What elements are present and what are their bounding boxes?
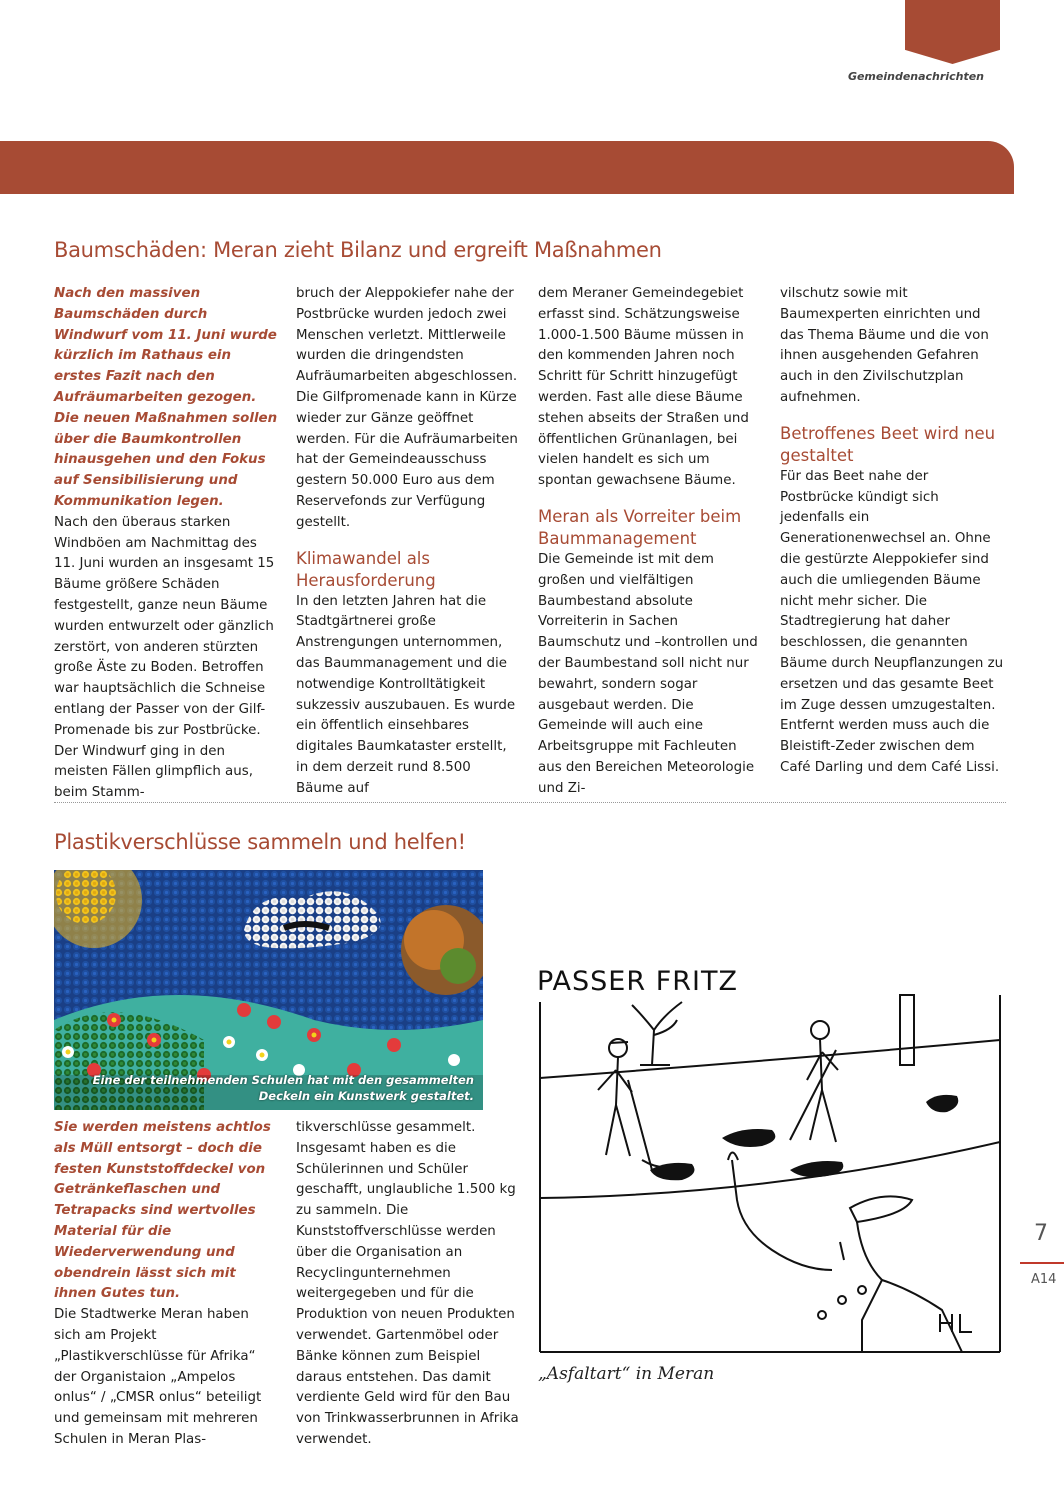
article1-col3-body2: Die Gemeinde ist mit dem großen und vielfältigen Baumbestand absolute Vorreiterin in Sachen Baumschutz und –kontrollen und der Baumbestand soll nicht nur bewahrt, sondern sogar ausgebaut werden. Die Gemeinde will auch eine Arbeitsgruppe mit Fachleuten aus den Bereichen Meteorologie und Zi- [538, 551, 758, 796]
page-number: 7 [1034, 1221, 1048, 1246]
cartoon-caption: „Asfaltart“ in Meran [538, 1364, 715, 1384]
header-band [0, 141, 1014, 194]
article1-column-3 [538, 284, 762, 800]
article1-column-4 [780, 284, 1004, 779]
passer-fritz-cartoon [532, 960, 1010, 1400]
article1-col2-body: bruch der Aleppokiefer nahe der Postbrücke wurden jedoch zwei Menschen verletzt. Mittlerweile wurden die dringendsten Aufräumarbeiten abgeschlossen. Die Gilfpromenade kann in Kürze wieder zur Gänze geöffnet werden. Für die Aufräumarbeiten hat der Gemeindeausschuss gestern 50.000 Euro aus dem Reservefonds zur Verfügung gestellt. [296, 286, 518, 530]
article1-col1-body: Nach den überaus starken Windböen am Nachmittag des 11. Juni wurden an insgesamt 15 Bäume größere Schäden festgestellt, ganze neun Bäume wurden entwurzelt oder gänzlich zerstört, von anderen stürzten große Äste zu Boden. Betroffen war hauptsächlich die Schneise entlang der Passer von der Gilf-Promenade bis zur Postbrücke. Der Windwurf ging in den meisten Fällen glimpflich aus, beim Stamm- [54, 514, 275, 801]
article1-column-1 [54, 284, 278, 804]
article-title-plastikverschluesse: Plastikverschlüsse sammeln und helfen! [54, 830, 466, 854]
section-label: Gemeindenachrichten [847, 70, 984, 83]
subheading-klimawandel: Klimawandel als Herausforderung [296, 548, 436, 590]
article2-lead: Sie werden meistens achtlos als Müll entsorgt – doch die festen Kunststoffdeckel von Getränkeflaschen und Tetrapacks sind wertvolles Material für die Wiederverwendung und obendrein lässt sich mit ihnen Gutes tun. [54, 1120, 271, 1302]
section-tab-marker [905, 0, 1000, 64]
article-divider [54, 802, 1006, 803]
article2-column-2 [296, 1118, 520, 1451]
article1-col4-body: vilschutz sowie mit Baumexperten einrichten und das Thema Bäume und die von ihnen ausgehenden Gefahren auch in den Zivilschutzplan aufnehmen. [780, 286, 989, 405]
article2-column-1 [54, 1118, 278, 1451]
article1-column-2 [296, 284, 520, 800]
article1-lead: Nach den massiven Baumschäden durch Windwurf vom 11. Juni wurde kürzlich im Rathaus ein erstes Fazit nach den Aufräumarbeiten gezogen. Die neuen Maßnahmen sollen über die Baumkontrollen hinausgehen und den Fokus auf Sensibilisierung und Kommunikation legen. [54, 286, 278, 509]
subheading-vorreiter: Meran als Vorreiter beim Baummanagement [538, 506, 742, 548]
page-code: A14 [1031, 1272, 1057, 1287]
article1-col3-body: dem Meraner Gemeindegebiet erfasst sind. Schätzungsweise 1.000-1.500 Bäume müssen in den kommenden Jahren noch Schritt für Schritt hinzugefügt werden. Fast alle diese Bäume stehen abseits der Straßen und öffentlichen Grünanlagen, bei vielen handelt es sich um spontan gewachsene Bäume. [538, 286, 749, 489]
article2-col2-body: tikverschlüsse gesammelt. Insgesamt haben es die Schülerinnen und Schüler geschafft, unglaubliche 1.500 kg zu sammeln. Die Kunststoffverschlüsse werden über die Organisation an Recyclingunternehmen weitergegeben und für die Produktion von neuen Produkten verwendet. Gartenmöbel oder Bänke können zum Beispiel daraus entstehen. Das damit verdiente Geld wird für den Bau von Trinkwasserbrunnen in Afrika verwendet. [296, 1120, 519, 1447]
article2-col1-body: Die Stadtwerke Meran haben sich am Projekt „Plastikverschlüsse für Afrika“ der Organistaion „Ampelos onlus“ / „CMSR onlus“ beteiligt und gemeinsam mit mehreren Schulen in Meran Plas- [54, 1307, 262, 1447]
cartoon-title: PASSER FRITZ [537, 966, 738, 997]
page-number-rule [1020, 1262, 1064, 1264]
subheading-beet: Betroffenes Beet wird neu gestaltet [780, 423, 996, 465]
article1-col4-body2: Für das Beet nahe der Postbrücke kündigt sich jedenfalls ein Generationenwechsel an. Ohne die gestürzte Aleppokiefer sind auch die umliegenden Bäume nicht mehr sicher. Die Stadtregierung hat daher beschlossen, die genannten Bäume durch Neupflanzungen zu ersetzen und das gesamte Beet im Zuge dessen umzugestalten. Entfernt werden muss auch die Bleistift-Zeder zwischen dem Café Darling und dem Café Lissi. [780, 468, 1004, 775]
image-caption: Eine der teilnehmenden Schulen hat mit den gesammelten Deckeln ein Kunstwerk gestaltet. [92, 1073, 474, 1103]
article1-col2-body2: In den letzten Jahren hat die Stadtgärtnerei große Anstrengungen unternommen, das Baummanagement und die notwendige Kontrolltätigkeit sukzessiv auszubauen. Es wurde ein öffentlich einsehbares digitales Baumkataster erstellt, in dem derzeit rund 8.500 Bäume auf [296, 593, 516, 796]
article-title-baumschaeden: Baumschäden: Meran zieht Bilanz und ergreift Maßnahmen [54, 238, 662, 262]
